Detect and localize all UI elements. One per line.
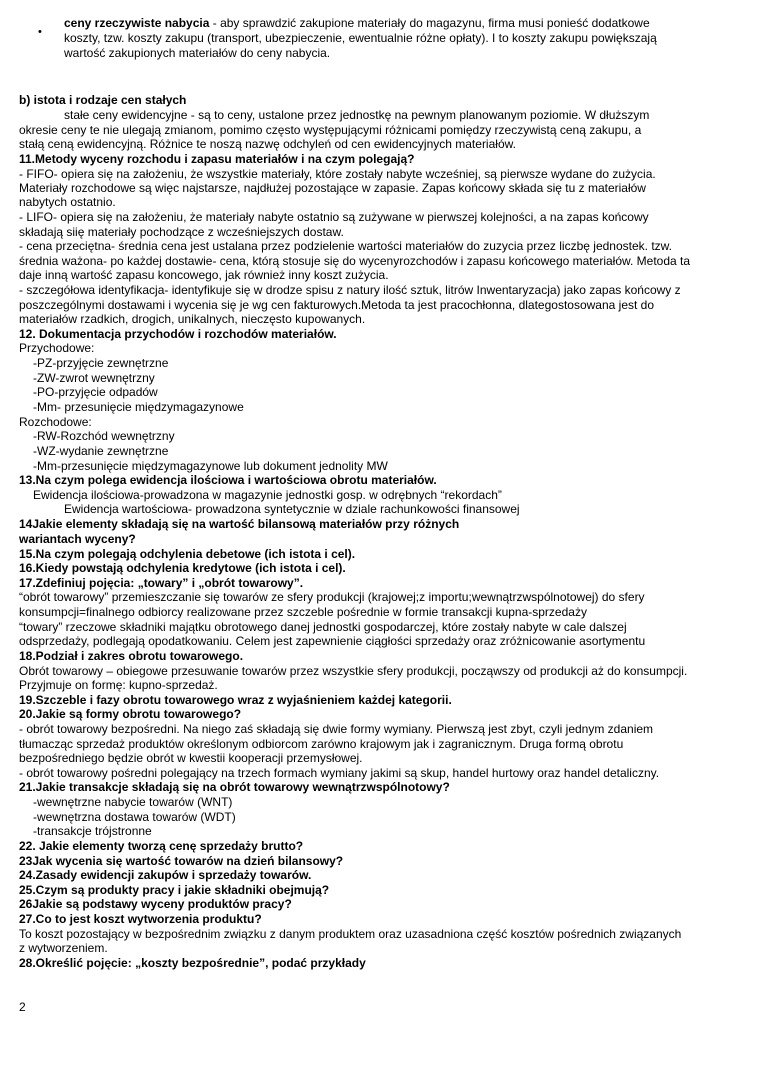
text-line <box>19 941 742 956</box>
line-text: nabytych ostatnio. <box>19 195 116 209</box>
text-line <box>33 795 742 810</box>
line-text: -ZW-zwrot wewnętrzny <box>33 371 155 385</box>
line-text: “towary” rzeczowe składniki majątku obrotowego danej jednostki gospodarczej, które zostały nabyte w cale dalszej <box>19 620 627 634</box>
text-line <box>19 298 742 313</box>
line-text: 12. Dokumentacja przychodów i rozchodów materiałów. <box>19 327 337 341</box>
line-text: poszczególnymi dostawami i wycenia się je wg cen fakturowych.Metoda ta jest pracochłonna, dlategostosowana jest do <box>19 298 655 312</box>
text-line <box>64 502 742 517</box>
text-line <box>19 620 742 635</box>
line-text: - obrót towarowy pośredni polegający na trzech formach wymiany jakimi są skup, handel hurtowy oraz handel detaliczny. <box>19 766 660 780</box>
line-text: 25.Czym są produkty pracy i jakie składniki obejmują? <box>19 883 330 897</box>
line-text: Obrót towarowy – obiegowe przesuwanie towarów przez wszystkie sfery produkcji, począwszy od produkcji aż do konsumpcji. <box>19 664 688 678</box>
line-text: - szczegółowa identyfikacja- identyfikuje się w drodze spisu z natury ilość sztuk, litrów Inwentaryzacja) jako zapas końcowy z <box>19 283 681 297</box>
section-heading <box>19 649 742 664</box>
bullet-icon: • <box>38 26 42 38</box>
line-text: z wytworzeniem. <box>19 941 108 955</box>
line-text: stałą ceną ewidencyjną. Różnice te noszą nazwę odchyleń od cen ewidencyjnych materiałów. <box>19 137 516 151</box>
text-line <box>33 400 742 415</box>
line-text: - obrót towarowy bezpośredni. Na niego zaś składają się dwie formy wymiany. Pierwszą jest zbyt, czyli jednym zdaniem <box>19 722 654 736</box>
line-text: b) istota i rodzaje cen stałych <box>19 93 187 107</box>
text-line <box>64 31 742 46</box>
section-heading <box>64 16 742 31</box>
section-heading <box>19 473 742 488</box>
section-heading <box>19 854 742 869</box>
line-text: tłumacząc sprzedaż produktów określonym odbiorcom zarówno krajowym jak i zagranicznym. Druga formą obrotu <box>19 737 624 751</box>
text-line <box>33 444 742 459</box>
text-line <box>19 181 742 196</box>
page-number: 2 <box>19 1000 26 1014</box>
line-text: 14Jakie elementy składają się na wartość bilansową materiałów przy różnych <box>19 517 460 531</box>
text-line <box>19 254 742 269</box>
text-line <box>19 195 742 210</box>
line-text: -transakcje trójstronne <box>33 824 152 838</box>
text-line <box>19 605 742 620</box>
line-text: stałe ceny ewidencyjne - są to ceny, ustalone przez jednostkę na pewnym planowanym poziomie. W dłuższym <box>64 108 650 122</box>
text-line <box>33 356 742 371</box>
line-text: materiałów rzadkich, drogich, unikalnych, nieczęsto kupowanych. <box>19 312 366 326</box>
line-text: 11.Metody wyceny rozchodu i zapasu materiałów i na czym polegają? <box>19 152 415 166</box>
text-line <box>19 678 742 693</box>
line-text: 26Jakie są podstawy wyceny produktów pracy? <box>19 897 292 911</box>
line-text: - cena przeciętna- średnia cena jest ustalana przez podzielenie wartości materiałów do zuzycia przez liczbę jednostek. tzw. <box>19 239 672 253</box>
text-line <box>19 751 742 766</box>
section-heading <box>19 956 742 971</box>
text-line <box>33 371 742 386</box>
line-text: Ewidencja ilościowa-prowadzona w magazynie jednostki gosp. w odrębnych “rekordach” <box>33 488 502 502</box>
section-heading <box>19 327 742 342</box>
line-text: bezpośredniego będzie obrót w kwestii kooperacji przemysłowej. <box>19 751 363 765</box>
line-text: Przychodowe: <box>19 341 95 355</box>
text-line <box>19 210 742 225</box>
section-heading <box>19 707 742 722</box>
line-text: -PZ-przyjęcie zewnętrzne <box>33 356 169 370</box>
line-text: 24.Zasady ewidencji zakupów i sprzedaży towarów. <box>19 868 312 882</box>
line-text: 23Jak wycenia się wartość towarów na dzień bilansowy? <box>19 854 344 868</box>
text-line <box>19 737 742 752</box>
line-text: 13.Na czym polega ewidencja ilościowa i wartościowa obrotu materiałów. <box>19 473 437 487</box>
line-text: 28.Określić pojęcie: „koszty bezpośrednie”, podać przykłady <box>19 956 366 970</box>
text-line <box>33 385 742 400</box>
text-line <box>19 341 742 356</box>
text-line <box>64 108 742 123</box>
line-text: Przyjmuje on formę: kupno-sprzedaż. <box>19 678 218 692</box>
line-text: 18.Podział i zakres obrotu towarowego. <box>19 649 244 663</box>
line-text: -wewnętrzna dostawa towarów (WDT) <box>33 810 236 824</box>
line-text: składają siię materiały pochodzące z wcześniejszych dostaw. <box>19 225 344 239</box>
text-line <box>19 722 742 737</box>
line-text: -RW-Rozchód wewnętrzny <box>33 429 175 443</box>
text-line <box>19 137 742 152</box>
line-text: 20.Jakie są formy obrotu towarowego? <box>19 707 242 721</box>
line-text: Ewidencja wartościowa- prowadzona syntetycznie w dziale rachunkowości finansowej <box>64 502 520 516</box>
section-heading <box>19 152 742 167</box>
section-heading <box>19 897 742 912</box>
text-line <box>19 664 742 679</box>
text-line <box>19 590 742 605</box>
line-text: -Mm-przesunięcie międzymagazynowe lub dokument jednolity MW <box>33 459 388 473</box>
text-line <box>64 46 742 61</box>
section-heading <box>19 576 742 591</box>
text-line <box>19 239 742 254</box>
text-line <box>19 927 742 942</box>
line-text: średnia ważona- po każdej dostawie- cena, którą stosuje się do wycenyrozchodów i zapasu końcowego materiałów. Metoda ta <box>19 254 691 268</box>
line-text: 17.Zdefiniuj pojęcia: „towary” i „obrót towarowy”. <box>19 576 304 590</box>
text-line <box>33 810 742 825</box>
text-line <box>19 634 742 649</box>
line-text: wartość zakupionych materiałów do ceny nabycia. <box>64 46 331 60</box>
line-text: okresie ceny te nie ulegają zmianom, pomimo często występującymi różnicami pomiędzy rzeczywistą ceną zakupu, a <box>19 123 642 137</box>
line-text: To koszt pozostający w bezpośrednim związku z danym produktem oraz uzasadniona część kosztów pośrednich związanych <box>19 927 682 941</box>
text-line <box>19 225 742 240</box>
line-text: - LIFO- opiera się na założeniu, że materiały nabyte ostatnio są zużywane w pierwszej kolejności, a na zapas końcowy <box>19 210 649 224</box>
line-text: -wewnętrzne nabycie towarów (WNT) <box>33 795 233 809</box>
text-line <box>33 824 742 839</box>
section-heading <box>19 883 742 898</box>
line-text: 16.Kiedy powstają odchylenia kredytowe (ich istota i cel). <box>19 561 346 575</box>
section-heading <box>19 839 742 854</box>
text-line <box>19 312 742 327</box>
line-text: 27.Co to jest koszt wytworzenia produktu? <box>19 912 262 926</box>
line-text: 22. Jakie elementy tworzą cenę sprzedaży brutto? <box>19 839 304 853</box>
line-text: -PO-przyjęcie odpadów <box>33 385 158 399</box>
line-text: wariantach wyceny? <box>19 532 136 546</box>
line-text: 21.Jakie transakcje składają się na obrót towarowy wewnątrzwspólnotowy? <box>19 780 450 794</box>
line-text: ceny rzeczywiste nabycia <box>64 16 210 30</box>
line-text: konsumpcji=finalnego odbiorcy realizowane przez szczeble pośrednie w formie transakcji kupna-sprzedaży <box>19 605 587 619</box>
section-heading <box>19 693 742 708</box>
section-heading <box>19 780 742 795</box>
line-text: Materiały rozchodowe są więc najstarsze, najdłużej pozostające w zapasie. Zapas końcowy składa się tu z materiałów <box>19 181 646 195</box>
section-heading <box>19 912 742 927</box>
section-heading <box>19 517 742 532</box>
text-line <box>19 283 742 298</box>
text-line <box>33 488 742 503</box>
line-text-rest: - aby sprawdzić zakupione materiały do magazynu, firma musi ponieść dodatkowe <box>209 16 650 30</box>
line-text: 15.Na czym polegają odchylenia debetowe (ich istota i cel). <box>19 547 356 561</box>
text-line <box>19 167 742 182</box>
text-line <box>19 268 742 283</box>
text-line <box>19 766 742 781</box>
line-text: koszty, tzw. koszty zakupu (transport, ubezpieczenie, ewentualnie różne opłaty). I to koszty zakupu powiększają <box>64 31 657 45</box>
line-text: -Mm- przesunięcie międzymagazynowe <box>33 400 244 414</box>
text-line <box>19 415 742 430</box>
section-heading <box>19 868 742 883</box>
line-text: Rozchodowe: <box>19 415 92 429</box>
section-heading <box>19 561 742 576</box>
line-text: odsprzedaży, podlegają opodatkowaniu. Celem jest zapewnienie ciągłości sprzedaży oraz zróżnicowanie asortymentu <box>19 634 646 648</box>
text-line <box>33 459 742 474</box>
text-line <box>19 123 742 138</box>
line-text: daje inną wartość zapasu koncowego, jak również inny koszt zużycia. <box>19 268 389 282</box>
text-line <box>33 429 742 444</box>
section-heading <box>19 547 742 562</box>
section-heading <box>19 532 742 547</box>
line-text: - FIFO- opiera się na założeniu, że wszystkie materiały, które zostały nabyte wcześniej, są pierwsze wydane do zużycia. <box>19 167 656 181</box>
line-text: 19.Szczeble i fazy obrotu towarowego wraz z wyjaśnieniem każdej kategorii. <box>19 693 452 707</box>
line-text: -WZ-wydanie zewnętrzne <box>33 444 169 458</box>
section-heading <box>19 93 742 108</box>
line-text: “obrót towarowy” przemieszczanie się towarów ze sfery produkcji (krajowej;z importu;wewnątrzwspólnotowej) do sfery <box>19 590 645 604</box>
